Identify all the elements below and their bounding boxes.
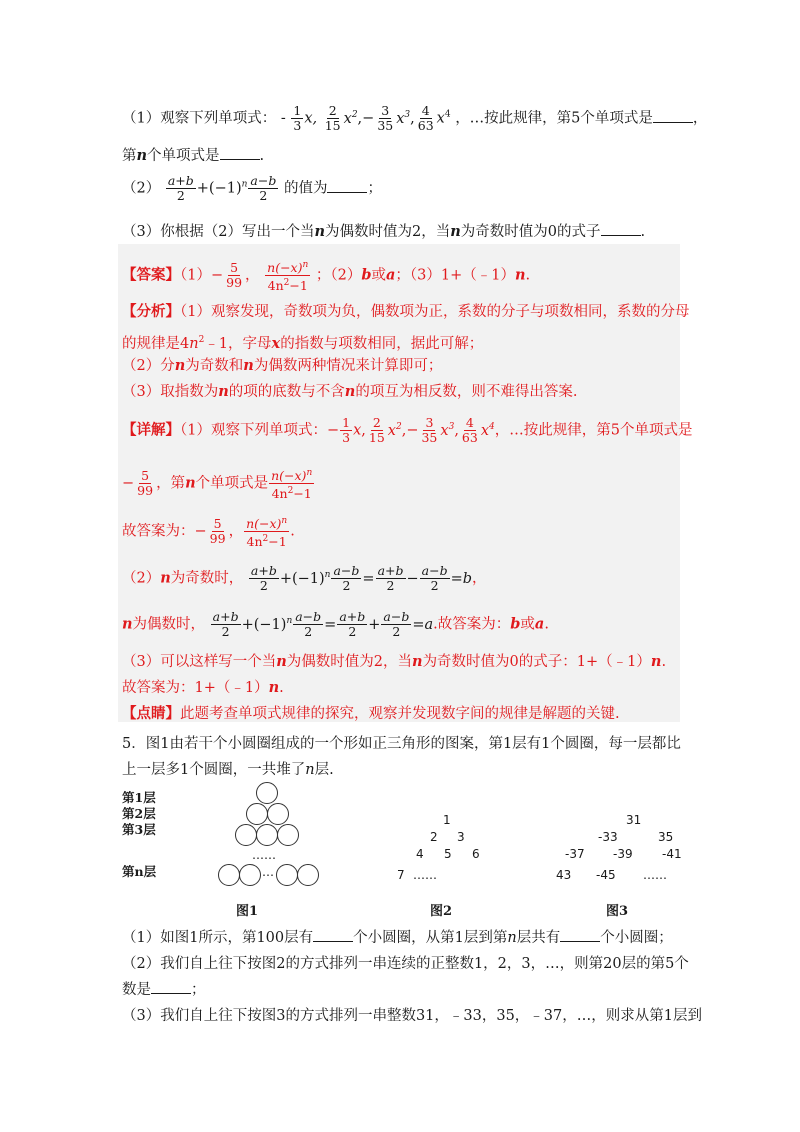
blank: [220, 146, 260, 160]
text: （3）你根据（2）写出一个当: [122, 224, 315, 240]
text: ，第: [156, 475, 186, 492]
text: ，…按此规律，第5个单项式是: [494, 422, 693, 439]
fig3-num: 43: [556, 868, 572, 882]
text: ；（3）1+（﹣1）: [395, 267, 515, 284]
text: 为奇数和: [185, 358, 244, 374]
text: 的值为: [283, 180, 328, 197]
text: （1）观察发现，奇数项为负，偶数项为正，系数的分子与项数相同，系数的分母: [180, 304, 690, 320]
text: 为偶数时值为2，当: [325, 224, 451, 240]
text: ；: [367, 180, 382, 197]
text: （1）如图1所示，第100层有: [122, 930, 314, 946]
fig3-num: 35: [658, 830, 674, 844]
text: （3）可以这样写一个当: [122, 654, 277, 670]
fig2-num: 4: [416, 847, 424, 861]
frac-a-minus-b: $\frac{a-b}{2}$: [250, 173, 277, 203]
detail-line8: [122, 704, 620, 724]
fig2-num: 3: [457, 830, 465, 844]
blank: [313, 928, 353, 942]
q2-line: （2） $\frac{a+b}{2}$ $+(-1)^n$ $\frac{a-b}{2}$ 的值为 ；: [122, 173, 382, 203]
text: （2）: [122, 570, 161, 587]
text: 个小圆圈，从第1层到第: [353, 930, 508, 946]
q5-intro1: [122, 734, 681, 754]
text: 为奇数时值为0的式子: [460, 224, 601, 240]
frac-2-15: $\frac{2}{15}$: [324, 103, 341, 133]
q1-minus: -: [280, 110, 286, 127]
figure-1-mid-dots: ⋯: [262, 868, 274, 882]
circle: [218, 864, 240, 886]
text: 为奇数时，: [170, 570, 244, 587]
detail-line6: （3）可以这样写一个当n为偶数时值为2，当n为奇数时值为0的式子：1+（﹣1）n.: [122, 653, 667, 670]
fig2-num: 1: [443, 813, 451, 827]
detail-line2: − $\frac{5}{99}$ ，第n个单项式是 $\frac{n(-x)^n}{4n^2-1}$: [122, 468, 313, 502]
frac-3-35: $\frac{3}{35}$: [377, 103, 394, 133]
text: .: [259, 148, 265, 164]
text: （1）: [180, 267, 211, 284]
analysis-line4: （3）取指数为n的项的底数与不含n的项互为相反数，则不难得出答案.: [122, 383, 578, 400]
circle: [276, 864, 298, 886]
text: 的规律是4: [122, 335, 190, 352]
text: 故答案为：: [122, 523, 195, 540]
fig3-num: -33: [598, 830, 618, 844]
figure-1-dots: ……: [252, 848, 276, 862]
circle: [277, 824, 299, 846]
text: ；: [191, 982, 206, 998]
text: （1）观察下列单项式：: [180, 422, 327, 439]
frac-4-63: $\frac{4}{63}$: [417, 103, 434, 133]
fig3-dots: ……: [643, 868, 667, 882]
text: .: [640, 224, 646, 240]
fig2-dots: ……: [413, 868, 437, 882]
layer-label-n: 第n层: [122, 864, 157, 879]
circle: [235, 824, 257, 846]
fig3-num: -37: [565, 847, 585, 861]
analysis-line1: [122, 302, 689, 322]
text: .: [525, 267, 531, 284]
blank: [601, 222, 641, 236]
answer-line: 【答案】（1）− $\frac{5}{99}$ ， $\frac{n(-x)^n}{4n^2-1}$ ；（2）b或a；（3）1+（﹣1）n.: [122, 260, 531, 294]
q5-s1: （1）如图1所示，第100层有 个小圆圈，从第1层到第n层共有 个小圆圈；: [122, 930, 673, 946]
frac-nth-term: $\frac{n(-x)^n}{4n^2-1}$: [267, 260, 309, 294]
q5-s2-line2: [122, 980, 206, 1000]
var-n: n: [450, 223, 461, 240]
figure-2-caption: 图2: [430, 904, 453, 919]
text: 层共有: [516, 930, 561, 946]
detail-line4: （2）n为奇数时， $\frac{a+b}{2}$ $+(-1)^n$ $\frac{a-b}{2}$ = $\frac{a+b}{2}$ − $\frac{a-b}{2}$ =b，: [122, 563, 487, 593]
text: 个单项式是: [195, 475, 269, 492]
fig3-num: -41: [662, 847, 682, 861]
text: 层.: [314, 762, 334, 778]
q1-rule-text: ，…按此规律，第5个单项式是: [455, 110, 653, 127]
text: 为偶数时值为2，当: [286, 654, 413, 670]
layer-label-2: 第2层: [122, 806, 156, 821]
text: 为奇数时值为0的式子：1+（﹣1）: [422, 654, 651, 670]
fig2-num: 2: [430, 830, 438, 844]
q5-s3: [122, 1006, 702, 1026]
answer-tag: 【答案】: [122, 266, 180, 284]
text: 5．图1由若干个小圆圈组成的一个形如正三角形的图案，第1层有1个圆圈，每一层都比: [122, 736, 681, 752]
q5-intro2: 上一层多1个圆圈，一共堆了n层.: [122, 762, 334, 778]
layer-label-1: 第1层: [122, 790, 156, 805]
fig2-num: 6: [472, 847, 480, 861]
text: ﹣1，字母: [204, 335, 272, 352]
circle: [256, 824, 278, 846]
text: 个小圆圈；: [600, 930, 673, 946]
analysis-line2: 的规律是$4n^2﹣1$，字母x的指数与项数相同，据此可解；: [122, 334, 484, 352]
text: 为偶数两种情况来计算即可；: [253, 358, 443, 374]
var-n: n: [314, 223, 325, 240]
blank: [653, 109, 693, 123]
comment-tag: 【点睛】: [122, 705, 180, 722]
fig3-num: -39: [613, 847, 633, 861]
var-a: a: [386, 266, 396, 284]
detail-line1: 【详解】（1）观察下列单项式：− $\frac{1}{3}$ x, $\frac{2}{15}$ $x^2,-$ $\frac{3}{35}$ $x^3$, $\frac{4}{63}$ $x^4$，…按此规律，第5个单项式是: [122, 415, 693, 445]
text: 个单项式是: [147, 148, 220, 164]
text: 数是: [122, 982, 151, 998]
detail-line3: 故答案为：− $\frac{5}{99}$ ， $\frac{n(-x)^n}{4n^2-1}$ .: [122, 516, 295, 550]
text: 或: [371, 267, 387, 284]
text: （3）取指数为: [122, 384, 219, 400]
text: （2）我们自上往下按图2的方式排列一串连续的正整数1，2，3，…，则第20层的第5个: [122, 956, 689, 972]
text: 故答案为：1+（﹣1）: [122, 680, 269, 696]
text: .故答案为：: [433, 616, 511, 633]
blank: [151, 980, 191, 994]
text: 的指数与项数相同，据此可解；: [280, 335, 484, 352]
text: （3）我们自上往下按图3的方式排列一串整数31，﹣33，35，﹣37，…，则求从第1层到: [122, 1008, 702, 1024]
text: 上一层多1个圆圈，一共堆了: [122, 762, 306, 778]
detail-line7: 故答案为：1+（﹣1）n.: [122, 679, 284, 696]
fig2-num: 7: [397, 868, 405, 882]
analysis-line3: （2）分n为奇数和n为偶数两种情况来计算即可；: [122, 357, 443, 374]
circle: [267, 803, 289, 825]
detail-tag: 【详解】: [122, 421, 180, 439]
blank: [327, 179, 367, 193]
q1-prefix: （1）观察下列单项式：: [122, 110, 277, 127]
q1-line1: （1）观察下列单项式： - $\frac{1}{3}$ x, $\frac{2}{15}$ $x^2,-$ $\frac{3}{35}$ $x^3$, $\frac{4}{63}$ $x^4$ ，…按此规律，第5个单项式是 ，: [122, 103, 708, 133]
q1-x4: x: [436, 110, 445, 127]
circle: [239, 864, 261, 886]
text: 为偶数时，: [132, 616, 206, 633]
var-b: b: [361, 266, 372, 284]
figure-1-caption: 图1: [236, 904, 259, 919]
fig3-num: -45: [596, 868, 616, 882]
text: （2）: [122, 180, 161, 197]
var-n: n: [515, 266, 526, 284]
q1-x1: x,: [304, 110, 318, 127]
fig2-num: 5: [444, 847, 452, 861]
text: ；（2）: [315, 267, 362, 284]
text: 此题考查单项式规律的探究，观察并发现数字间的规律是解题的关键.: [180, 706, 620, 722]
analysis-tag: 【分析】: [122, 303, 180, 320]
var-n: n: [136, 147, 148, 164]
frac-1-3: $\frac{1}{3}$: [293, 103, 302, 133]
q1-line2: [122, 146, 264, 166]
frac-a-plus-b: $\frac{a+b}{2}$: [167, 173, 194, 203]
text: 第: [122, 148, 137, 164]
layer-label-3: 第3层: [122, 822, 156, 837]
q3-line: [122, 222, 645, 242]
text: 的项互为相反数，则不难得出答案.: [355, 384, 578, 400]
figure-3-caption: 图3: [606, 904, 629, 919]
q5-s2-line1: [122, 954, 689, 974]
circle: [297, 864, 319, 886]
blank: [560, 928, 600, 942]
text: （2）分: [122, 358, 175, 374]
frac-5-99: $\frac{5}{99}$: [226, 260, 243, 291]
text: 的项的底数与不含: [228, 384, 345, 400]
fig3-num: 31: [626, 813, 642, 827]
circle: [246, 803, 268, 825]
detail-line5: n为偶数时， $\frac{a+b}{2}$ $+(-1)^n$ $\frac{a-b}{2}$ = $\frac{a+b}{2}$ + $\frac{a-b}{2}$ =a.故答案为：b或a.: [122, 609, 549, 639]
circle: [256, 782, 278, 804]
